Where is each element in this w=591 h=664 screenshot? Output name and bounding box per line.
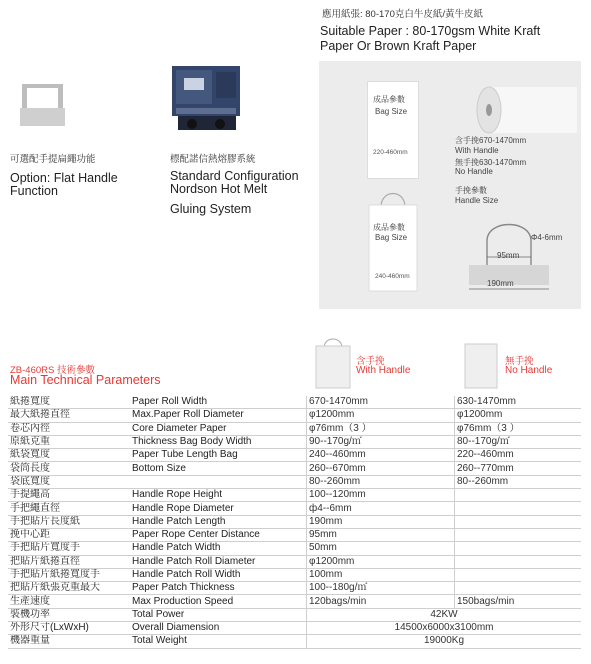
table-row bbox=[8, 635, 581, 648]
table-row bbox=[8, 462, 581, 475]
table-row bbox=[8, 409, 581, 422]
table-row bbox=[8, 449, 581, 462]
table-cell: 最大紙捲直徑 bbox=[8, 409, 130, 422]
table-cell: 120bags/min bbox=[307, 595, 455, 608]
table-cell: 紙袋寬度 bbox=[8, 449, 130, 462]
table-row bbox=[8, 515, 581, 528]
table-cell: 100mm bbox=[307, 568, 455, 581]
bag-with-handle-icon bbox=[314, 334, 352, 390]
table-cell bbox=[130, 475, 307, 488]
table-cell: 100--180g/㎡ bbox=[307, 582, 455, 595]
table-cell: 220--460mm bbox=[455, 449, 582, 462]
table-cell bbox=[455, 568, 582, 581]
bag1-en: Bag Size bbox=[375, 107, 408, 116]
table-cell: 原紙克重 bbox=[8, 435, 130, 448]
table-row bbox=[8, 555, 581, 568]
table-cell: Handle Rope Height bbox=[130, 489, 307, 502]
table-cell: 240--460mm bbox=[307, 449, 455, 462]
roll-with-cn: 含手挽670-1470mm bbox=[455, 136, 527, 145]
bag-no-handle-icon bbox=[464, 342, 498, 390]
standard-cn: 標配諾信熱熔膠系統 bbox=[170, 154, 256, 165]
with-handle-en: With Handle bbox=[356, 365, 411, 376]
table-cell: 19000Kg bbox=[307, 635, 582, 648]
table-cell: 670-1470mm bbox=[307, 396, 455, 409]
table-cell bbox=[455, 489, 582, 502]
table-cell: 80--260mm bbox=[455, 475, 582, 488]
table-cell: 挽中心距 bbox=[8, 528, 130, 541]
table-cell: φ1200mm bbox=[455, 409, 582, 422]
table-cell: Paper Patch Thickness bbox=[130, 582, 307, 595]
bag-size-diagram bbox=[319, 61, 581, 309]
no-handle-cn: 無手挽 bbox=[505, 356, 534, 367]
table-cell: 14500x6000x3100mm bbox=[307, 622, 582, 635]
table-cell: φ76mm（3 ） bbox=[307, 422, 455, 435]
table-cell: Paper Rope Center Distance bbox=[130, 528, 307, 541]
table-cell: ф4--6mm bbox=[307, 502, 455, 515]
table-cell: Handle Patch Roll Width bbox=[130, 568, 307, 581]
paper-en-line1: Suitable Paper : 80-170gsm White Kraft bbox=[320, 24, 541, 38]
flat-handle-icon bbox=[20, 80, 65, 130]
table-cell: φ76mm（3 ） bbox=[455, 422, 582, 435]
standard-en-line2: Nordson Hot Melt bbox=[170, 182, 268, 196]
roll-without-en: No Handle bbox=[455, 167, 493, 176]
bag1-cn: 成品參數 bbox=[373, 95, 405, 104]
table-cell bbox=[455, 582, 582, 595]
table-row bbox=[8, 475, 581, 488]
table-row bbox=[8, 435, 581, 448]
hot-melt-machine-image bbox=[170, 64, 242, 134]
table-cell: 手提繩高 bbox=[8, 489, 130, 502]
model-title-cn: ZB-460RS 技術參數 bbox=[10, 365, 95, 376]
table-cell: Bottom Size bbox=[130, 462, 307, 475]
table-cell: 機器重量 bbox=[8, 635, 130, 648]
table-cell: 95mm bbox=[307, 528, 455, 541]
table-row bbox=[8, 396, 581, 409]
table-cell: 190mm bbox=[307, 515, 455, 528]
table-row bbox=[8, 542, 581, 555]
table-cell: Handle Rope Diameter bbox=[130, 502, 307, 515]
table-row bbox=[8, 502, 581, 515]
table-cell: 260--670mm bbox=[307, 462, 455, 475]
table-row bbox=[8, 528, 581, 541]
table-row bbox=[8, 595, 581, 608]
table-row bbox=[8, 422, 581, 435]
table-cell: 260--770mm bbox=[455, 462, 582, 475]
handle-en: Handle Size bbox=[455, 196, 499, 205]
handle-diameter: Φ4-6mm bbox=[531, 233, 563, 242]
table-cell: 手把繩直徑 bbox=[8, 502, 130, 515]
table-cell: 手把貼片紙捲寬度手 bbox=[8, 568, 130, 581]
paper-en-line2: Paper Or Brown Kraft Paper bbox=[320, 39, 477, 53]
table-cell: 把貼片紙張克重最大 bbox=[8, 582, 130, 595]
roll-without-cn: 無手挽630-1470mm bbox=[455, 158, 527, 167]
table-row bbox=[8, 582, 581, 595]
table-cell: 手把貼片長度紙 bbox=[8, 515, 130, 528]
table-cell: 把貼片紙捲直徑 bbox=[8, 555, 130, 568]
table-cell: Total Weight bbox=[130, 635, 307, 648]
bag1-dim: 220-460mm bbox=[373, 149, 408, 156]
table-cell: Handle Patch Length bbox=[130, 515, 307, 528]
standard-en-line3: Gluing System bbox=[170, 202, 252, 216]
table-cell bbox=[455, 528, 582, 541]
no-handle-en: No Handle bbox=[505, 365, 553, 376]
table-row bbox=[8, 608, 581, 621]
table-cell: Max.Paper Roll Diameter bbox=[130, 409, 307, 422]
with-handle-cn: 含手挽 bbox=[356, 356, 385, 367]
table-cell: 630-1470mm bbox=[455, 396, 582, 409]
standard-en-line1: Standard Configuration bbox=[170, 169, 299, 183]
option-cn: 可選配手提扁繩功能 bbox=[10, 154, 96, 165]
handle-center-distance: 95mm bbox=[497, 251, 520, 260]
table-cell: Handle Patch Width bbox=[130, 542, 307, 555]
bag2-dim: 240-460mm bbox=[375, 273, 410, 280]
option-en-line1: Option: Flat Handle bbox=[10, 171, 118, 185]
table-cell: 80--260mm bbox=[307, 475, 455, 488]
table-cell: 90--170g/㎡ bbox=[307, 435, 455, 448]
table-cell: Total Power bbox=[130, 608, 307, 621]
table-cell: 袋筒長度 bbox=[8, 462, 130, 475]
table-cell: 紙捲寬度 bbox=[8, 396, 130, 409]
table-cell bbox=[455, 542, 582, 555]
option-en-line2: Function bbox=[10, 184, 58, 198]
table-cell: 42KW bbox=[307, 608, 582, 621]
table-cell: Paper Tube Length Bag bbox=[130, 449, 307, 462]
technical-parameters-table bbox=[8, 396, 581, 649]
table-cell: Overall Diamension bbox=[130, 622, 307, 635]
table-cell: 150bags/min bbox=[455, 595, 582, 608]
table-row bbox=[8, 489, 581, 502]
table-cell: φ1200mm bbox=[307, 409, 455, 422]
table-cell: 50mm bbox=[307, 542, 455, 555]
table-cell bbox=[455, 515, 582, 528]
handle-width: 190mm bbox=[487, 279, 514, 288]
paper-cn: 應用紙張: 80-170克白牛皮紙/黃牛皮紙 bbox=[322, 9, 483, 20]
roll-with-en: With Handle bbox=[455, 146, 499, 155]
table-cell: Paper Roll Width bbox=[130, 396, 307, 409]
table-cell: φ1200mm bbox=[307, 555, 455, 568]
table-cell: 裝機功率 bbox=[8, 608, 130, 621]
table-cell: 80--170g/㎡ bbox=[455, 435, 582, 448]
table-cell: 100--120mm bbox=[307, 489, 455, 502]
paper-roll-image bbox=[471, 83, 581, 139]
table-row bbox=[8, 622, 581, 635]
table-cell: Max Production Speed bbox=[130, 595, 307, 608]
handle-cn: 手挽參數 bbox=[455, 186, 487, 195]
params-title-en: Main Technical Parameters bbox=[10, 373, 161, 387]
table-cell: 卷芯內徑 bbox=[8, 422, 130, 435]
bag2-en: Bag Size bbox=[375, 233, 408, 242]
bag2-cn: 成品參數 bbox=[373, 223, 405, 232]
table-cell bbox=[455, 502, 582, 515]
table-row bbox=[8, 568, 581, 581]
table-cell: Thickness Bag Body Width bbox=[130, 435, 307, 448]
table-cell: 外形尺寸(LxWxH) bbox=[8, 622, 130, 635]
table-cell: 生產速度 bbox=[8, 595, 130, 608]
table-cell: Handle Patch Roll Diameter bbox=[130, 555, 307, 568]
table-cell: 袋底寬度 bbox=[8, 475, 130, 488]
table-cell: 手把貼片寬度手 bbox=[8, 542, 130, 555]
table-cell bbox=[455, 555, 582, 568]
table-cell: Core Diameter Paper bbox=[130, 422, 307, 435]
